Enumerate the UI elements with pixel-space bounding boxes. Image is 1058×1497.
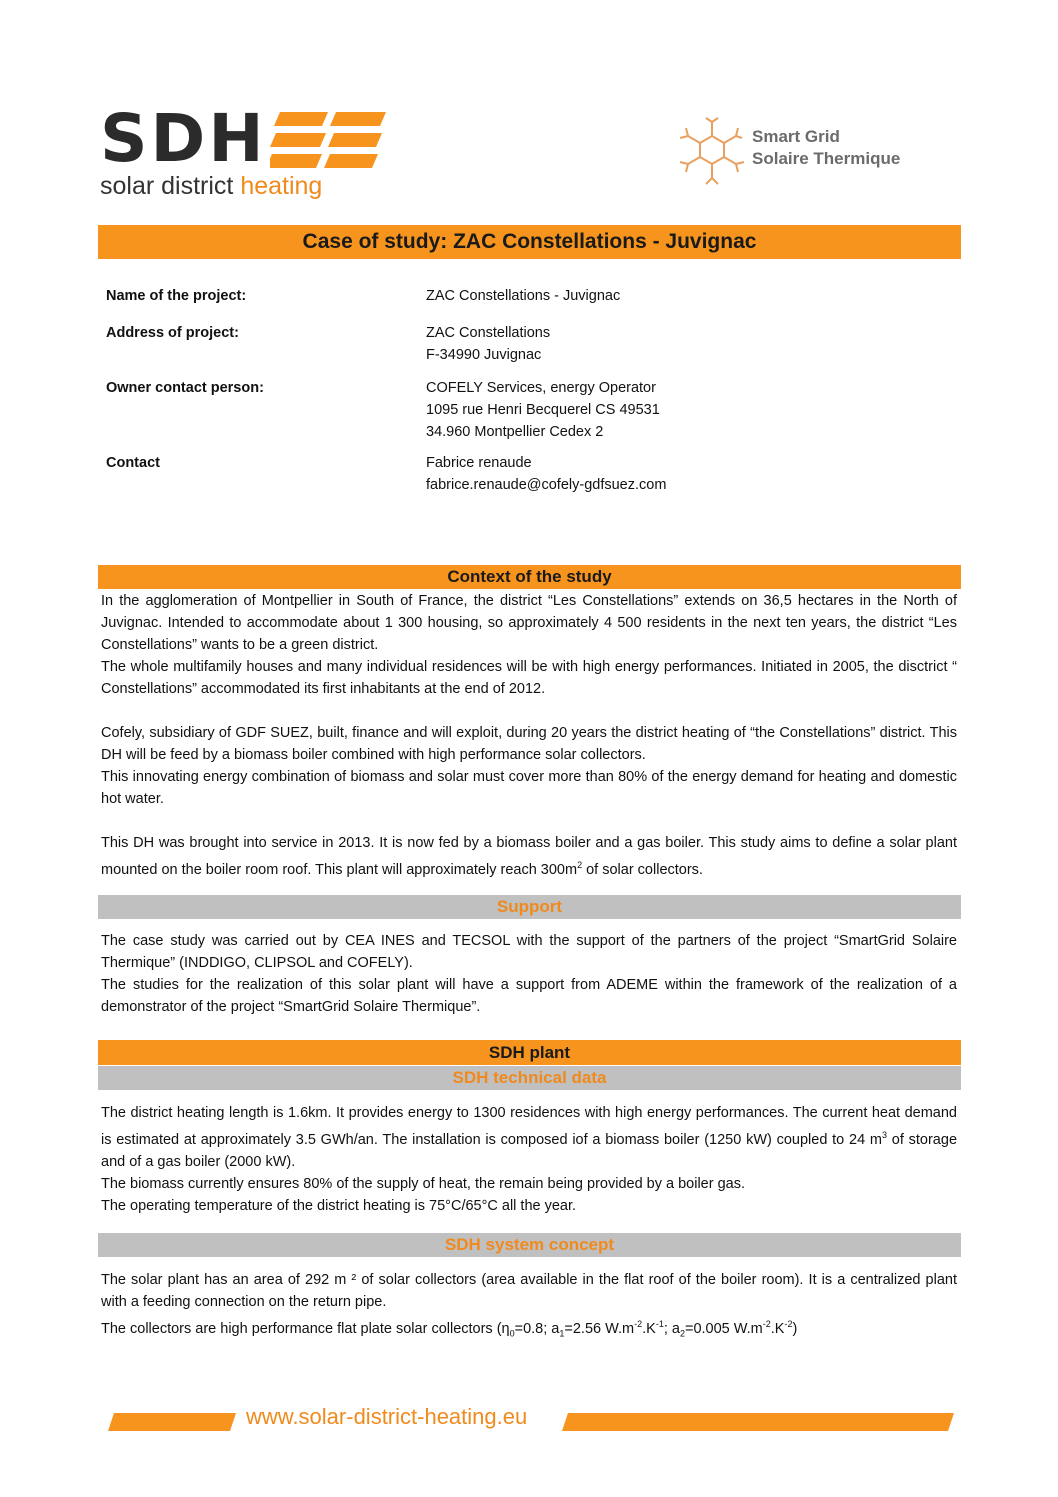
info-value-contact [426,452,666,496]
sdh-logo [100,100,390,204]
concept-paragraph: The collectors are high performance flat plate solar collectors ($\eta_0=0.8$; $a_1=2.56$ $W.m^{-2}.K^{-1}$; $a_2=0.005$ $W.m^{-2}.K^{-2}$) [101,1319,798,1339]
info-value-owner [426,377,660,443]
context-paragraph: In the agglomeration of Montpellier in South of France, the district “Les Constellations” extends on 36,5 hectares in the North of Juvignac. Intended to accommodate about 1 300 housing, so approximately 4 500 residents in the next ten years, the district “Les Constellations” wants to be a green district. [101,593,957,653]
technical-paragraph: The biomass currently ensures 80% of the supply of heat, the remain being provided by a boiler gas. [101,1175,746,1192]
context-paragraph: The whole multifamily houses and many individual residences will be with high energy performances. Initiated in 2005, the disctrict “ Constellations” accommodated its first inhabitants at the end of 2012. [101,659,957,697]
smartgrid-line2: Solaire Thermique [752,149,901,168]
info-label-address: Address of project: [106,325,239,341]
context-paragraph: This innovating energy combination of biomass and solar must cover more than 80% of the energy demand for heating and domestic hot water. [101,769,957,807]
sdh-subtitle-dark: solar district [100,172,241,200]
info-line: COFELY Services, energy Operator [426,380,656,396]
info-value-address [426,322,550,366]
smartgrid-line1: Smart Grid [752,127,840,146]
info-label-project-name: Name of the project: [106,288,247,304]
system-concept-text [101,1269,957,1345]
sdh-logo-letters: SDH [100,100,267,177]
info-label-owner: Owner contact person: [106,380,264,396]
section-heading-plant: SDH plant [98,1040,961,1065]
sdh-logo-bars-icon [270,112,386,168]
section-heading-context: Context of the study [98,565,961,589]
info-value-project-name [426,285,620,307]
info-line[interactable]: fabrice.renaude@cofely-gdfsuez.com [426,477,667,493]
technical-paragraph: The district heating length is 1.6km. It provides energy to 1300 residences with high energy performances. The current heat demand is estimated at approximately 3.5 GWh/an. The installation is composed iof a biomass boiler (1250 kW) coupled to 24 $m^3$ of storage and of a gas boiler (2000 kW). [101,1105,958,1170]
sdh-logo-subtitle [100,172,322,201]
context-paragraph: This DH was brought into service in 2013. It is now fed by a biomass boiler and a gas boiler. This study aims to define a solar plant mounted on the boiler room roof. This plant will approximately reach $300m^2$ of solar collectors. [101,835,957,878]
smartgrid-logo [676,116,946,186]
technical-data-text [101,1102,957,1217]
support-text [101,930,957,1018]
page-title: Case of study: ZAC Constellations - Juvignac [98,225,961,259]
info-line: ZAC Constellations - Juvignac [426,288,621,304]
info-line: ZAC Constellations [426,325,551,341]
section-heading-technical-data: SDH technical data [98,1066,961,1090]
support-paragraph: The studies for the realization of this solar plant will have a support from ADEME within the framework of the realization of a demonstrator of the project “SmartGrid Solaire Thermique”. [101,977,957,1015]
footer-bar-left [108,1413,236,1431]
footer-bar-right [562,1413,954,1431]
info-line: 34.960 Montpellier Cedex 2 [426,424,604,440]
info-label-contact: Contact [106,455,160,471]
technical-paragraph: The operating temperature of the district heating is 75°C/65°C all the year. [101,1197,577,1214]
smartgrid-logo-text [752,126,900,170]
concept-paragraph: The solar plant has an area of 292 m ² of solar collectors (area available in the flat roof of the boiler room). It is a centralized plant with a feeding connection on the return pipe. [101,1272,957,1310]
context-text [101,590,957,881]
info-line: 1095 rue Henri Becquerel CS 49531 [426,402,660,418]
footer-url[interactable]: www.solar-district-heating.eu [246,1404,528,1429]
info-line: F-34990 Juvignac [426,347,542,363]
smartgrid-network-icon [676,116,748,186]
section-heading-support: Support [98,895,961,919]
section-heading-system-concept: SDH system concept [98,1233,961,1257]
context-paragraph: Cofely, subsidiary of GDF SUEZ, built, finance and will exploit, during 20 years the district heating of “the Constellations” district. This DH will be feed by a biomass boiler combined with high performance solar collectors. [101,725,957,763]
support-paragraph: The case study was carried out by CEA INES and TECSOL with the support of the partners of the project “SmartGrid Solaire Thermique” (INDDIGO, CLIPSOL and COFELY). [101,933,957,971]
sdh-subtitle-accent: heating [240,172,323,200]
info-line: Fabrice renaude [426,455,532,471]
